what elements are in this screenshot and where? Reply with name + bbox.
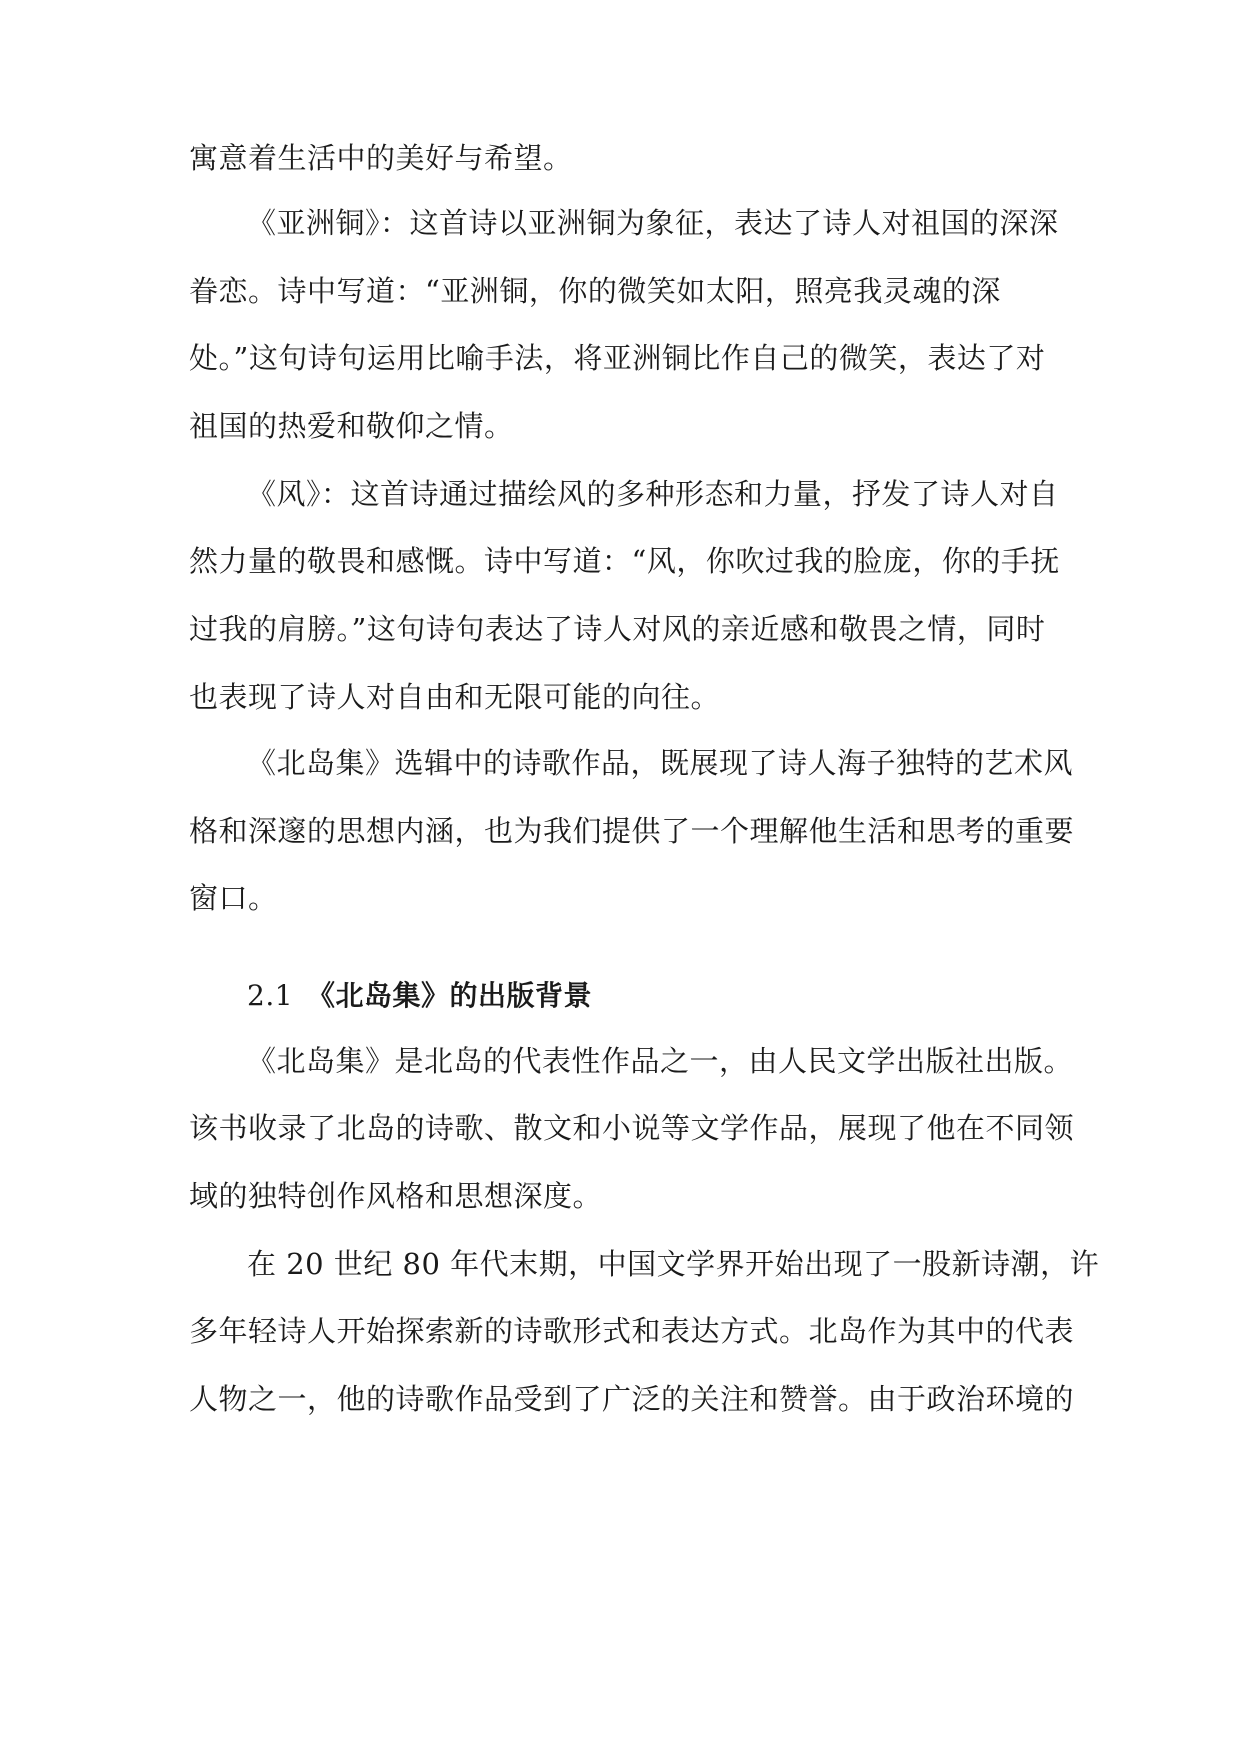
paragraph-line: 域的独特创作风格和思想深度。: [189, 1179, 603, 1213]
section-number: 2.1: [247, 979, 294, 1012]
paragraph-line: 祖国的热爱和敬仰之情。: [189, 409, 514, 443]
paragraph-line: 多年轻诗人开始探索新的诗歌形式和表达方式。北岛作为其中的代表: [189, 1314, 1075, 1348]
paragraph-line: 格和深邃的思想内涵，也为我们提供了一个理解他生活和思考的重要: [189, 814, 1075, 848]
paragraph-line: 寓意着生活中的美好与希望。: [189, 141, 573, 175]
paragraph-line: 也表现了诗人对自由和无限可能的向往。: [189, 680, 721, 714]
paragraph-line: 《北岛集》选辑中的诗歌作品，既展现了诗人海子独特的艺术风: [247, 746, 1074, 780]
paragraph-line: 《北岛集》是北岛的代表性作品之一，由人民文学出版社出版。: [247, 1044, 1074, 1078]
paragraph-line: 人物之一，他的诗歌作品受到了广泛的关注和赞誉。由于政治环境的: [189, 1382, 1075, 1416]
paragraph-line: 窗口。: [189, 881, 278, 915]
section-heading: [247, 976, 592, 1016]
paragraph-line: 在 20 世纪 80 年代末期，中国文学界开始出现了一股新诗潮，许: [247, 1247, 1100, 1281]
paragraph-line: 处。”这句诗句运用比喻手法，将亚洲铜比作自己的微笑，表达了对: [189, 341, 1046, 375]
section-title: 《北岛集》的出版背景: [307, 979, 593, 1012]
paragraph-line: 眷恋。诗中写道：“亚洲铜，你的微笑如太阳，照亮我灵魂的深: [189, 274, 1001, 308]
paragraph-line: 《亚洲铜》：这首诗以亚洲铜为象征，表达了诗人对祖国的深深: [247, 206, 1059, 240]
paragraph-line: 过我的肩膀。”这句诗句表达了诗人对风的亲近感和敬畏之情，同时: [189, 612, 1046, 646]
paragraph-line: 《风》：这首诗通过描绘风的多种形态和力量，抒发了诗人对自: [247, 477, 1059, 511]
paragraph-line: 该书收录了北岛的诗歌、散文和小说等文学作品，展现了他在不同领: [189, 1111, 1075, 1145]
paragraph-line: 然力量的敬畏和感慨。诗中写道：“风，你吹过我的脸庞，你的手抚: [189, 544, 1060, 578]
